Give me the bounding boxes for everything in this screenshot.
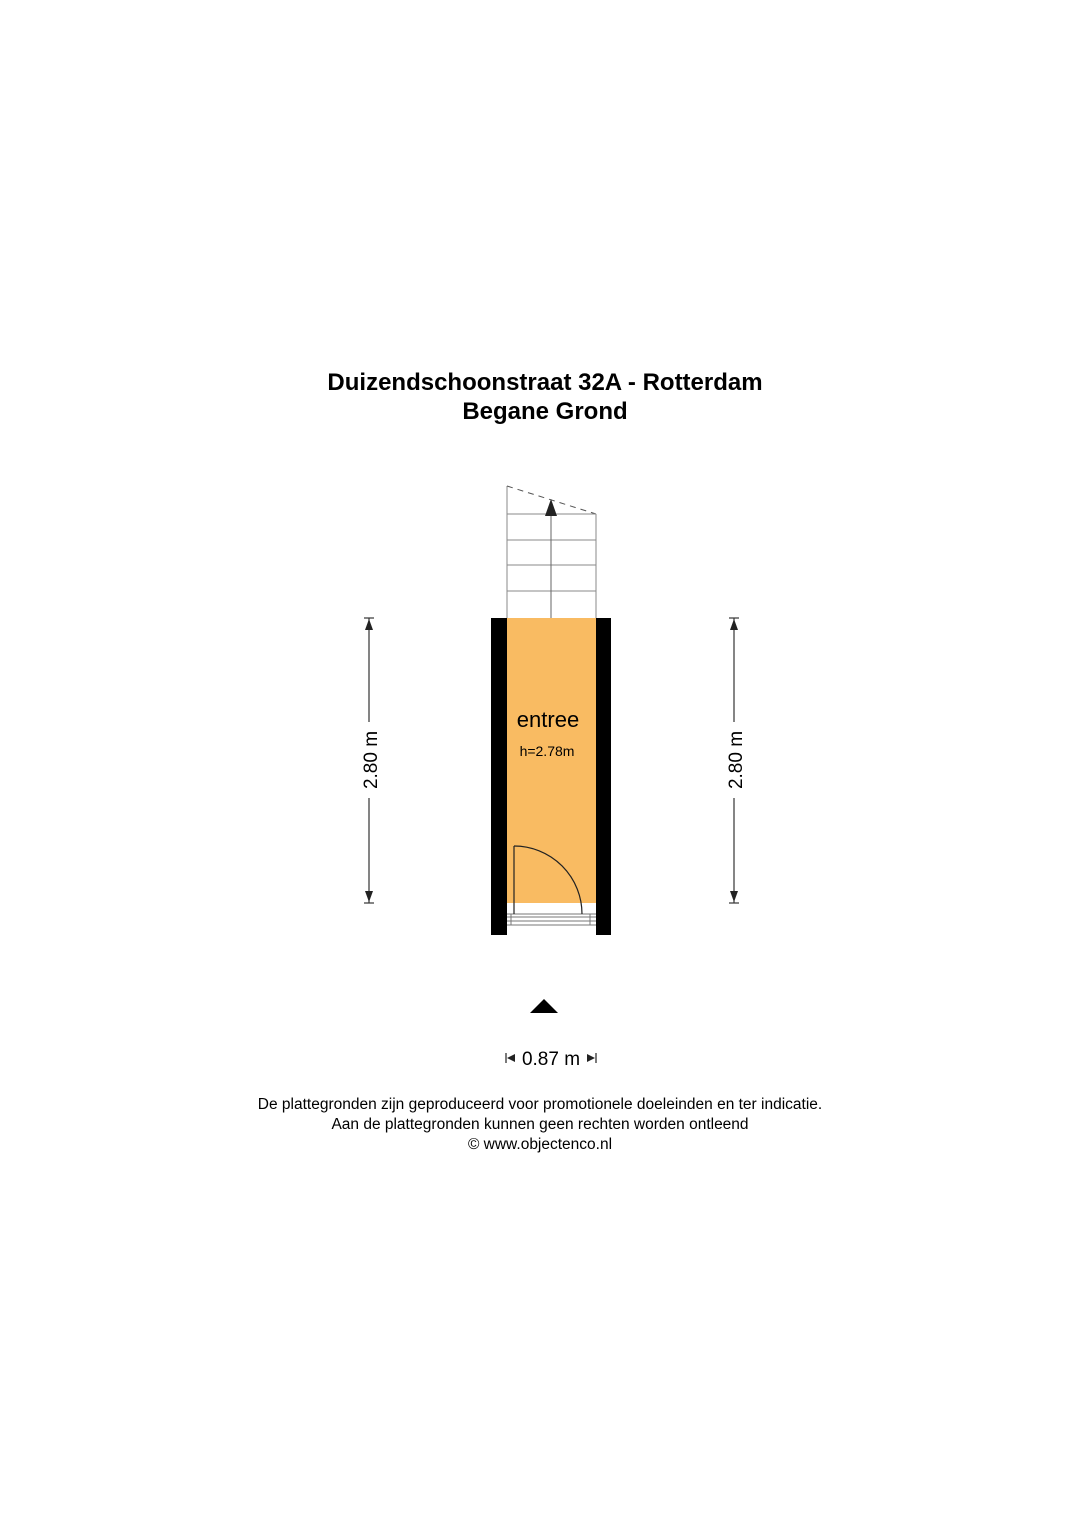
room-height-label: h=2.78m <box>519 743 575 759</box>
dimension-arrow-icon <box>365 891 373 902</box>
room-entree <box>507 618 596 903</box>
disclaimer <box>0 1095 1080 1155</box>
dimension-arrow-icon <box>730 891 738 902</box>
dimension-arrow-icon <box>587 1054 595 1062</box>
copyright-line: © www.objectenco.nl <box>467 1136 613 1153</box>
dimension-right-label: 2.80 m <box>726 730 747 790</box>
dimension-left-label: 2.80 m <box>361 730 382 790</box>
threshold <box>507 903 596 935</box>
entrance-arrow-icon <box>530 999 558 1013</box>
wall-left <box>491 618 507 935</box>
disclaimer-line-2: Aan de plattegronden kunnen geen rechten worden ontleend <box>331 1116 749 1133</box>
wall-right <box>596 618 611 935</box>
address-title: Duizendschoonstraat 32A - Rotterdam <box>327 369 763 396</box>
stair-arrow-icon <box>545 499 557 516</box>
dimension-arrow-icon <box>730 619 738 630</box>
dimension-bottom-label: 0.87 m <box>521 1049 581 1070</box>
floor-title: Begane Grond <box>462 398 628 425</box>
dimension-arrow-icon <box>507 1054 515 1062</box>
room-name-label: entree <box>516 707 580 732</box>
dimension-arrow-icon <box>365 619 373 630</box>
disclaimer-line-1: De plattegronden zijn geproduceerd voor promotionele doeleinden en ter indicatie. <box>257 1096 823 1113</box>
